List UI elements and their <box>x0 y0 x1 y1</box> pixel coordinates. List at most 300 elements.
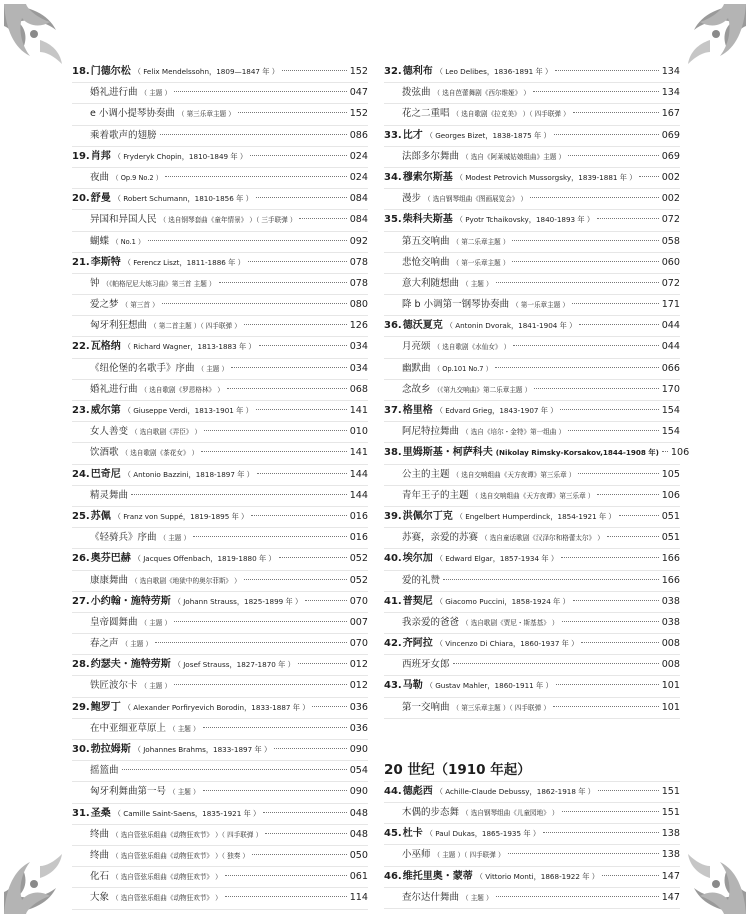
page-number: 069 <box>661 129 680 141</box>
leader-dots <box>203 727 347 728</box>
composer-name: 威尔第 <box>90 405 121 416</box>
corner-ornament-bottom-right-icon <box>670 838 750 918</box>
work-note: （ 选自管弦乐组曲《动物狂欢节》 ）（ 独奏 ） <box>112 851 249 860</box>
leader-dots <box>312 706 346 707</box>
leader-dots <box>131 494 347 495</box>
toc-work-entry[interactable] <box>72 825 368 846</box>
composer-number: 31. <box>72 807 90 819</box>
composer-name: 普契尼 <box>402 595 433 607</box>
leader-dots <box>203 790 347 791</box>
toc-composer-entry[interactable] <box>384 592 680 613</box>
composer-name: 肖邦 <box>90 150 111 162</box>
leader-dots <box>256 197 347 198</box>
page-number: 105 <box>661 468 680 480</box>
leader-dots <box>298 663 347 664</box>
section-heading-20th-century: 20 世纪（1910 年起） <box>384 759 680 782</box>
page-number: 126 <box>349 320 368 332</box>
work-title: 匈牙利舞曲第一号 <box>90 786 167 798</box>
page-number: 052 <box>349 553 368 565</box>
leader-dots <box>555 70 659 71</box>
toc-work-entry[interactable] <box>72 571 368 592</box>
work-title: 钟 <box>90 277 100 289</box>
toc-composer-entry[interactable] <box>384 62 680 83</box>
work-title: 第一交响曲 <box>402 701 450 713</box>
composer-name: 李斯特 <box>90 256 121 268</box>
page-number: 012 <box>349 659 368 671</box>
toc-work-entry[interactable] <box>384 295 680 316</box>
toc-work-entry[interactable] <box>384 486 680 507</box>
work-title: 查尔达什舞曲 <box>402 891 460 903</box>
toc-work-entry[interactable] <box>384 359 680 380</box>
composer-name: 柴科夫斯基 <box>402 214 453 226</box>
composer-dates: （ Paul Dukas，1865-1935 年 ） <box>425 829 541 839</box>
work-title: 匈牙利狂想曲 <box>90 320 148 332</box>
work-note: （ 第二首主题 ）（ 四手联弹 ） <box>150 322 241 331</box>
leader-dots <box>553 706 659 707</box>
toc-composer-entry[interactable] <box>72 147 368 168</box>
toc-composer-entry[interactable] <box>384 126 680 147</box>
toc-work-entry[interactable] <box>72 888 368 909</box>
toc-composer-entry[interactable] <box>72 804 368 825</box>
toc-composer-entry[interactable] <box>72 465 368 486</box>
work-title: 花之二重唱 <box>402 108 450 120</box>
page-number: 051 <box>661 532 680 544</box>
composer-dates: （ Johannes Brahms，1833-1897 年 ） <box>133 745 272 754</box>
work-title: 异国和异国人民 <box>90 214 157 226</box>
toc-work-entry[interactable] <box>72 359 368 380</box>
toc-work-entry[interactable] <box>72 380 368 401</box>
toc-work-entry[interactable] <box>72 422 368 443</box>
leader-dots <box>530 197 659 198</box>
toc-work-entry[interactable] <box>72 528 368 549</box>
work-note: （ 选自管弦乐组曲《动物狂欢节》 ） <box>112 894 222 903</box>
page-number: 016 <box>349 532 368 544</box>
toc-work-entry[interactable] <box>72 316 368 337</box>
toc-work-entry[interactable] <box>72 232 368 253</box>
work-note: （ 选自管弦乐组曲《动物狂欢节》 ） <box>112 873 222 882</box>
work-title: 公主的主题 <box>402 468 450 480</box>
work-note: （ 选自歌剧《茶花女》 ） <box>121 449 199 458</box>
leader-dots <box>579 324 658 325</box>
work-note: （ 主题 ） <box>140 682 172 691</box>
work-title: 铁匠波尔卡 <box>90 680 138 692</box>
composer-dates: （ Giuseppe Verdi，1813-1901 年 ） <box>123 406 253 415</box>
composer-dates: （ Engelbert Humperdinck，1854-1921 年 ） <box>455 511 616 521</box>
composer-name: 舒曼 <box>90 193 111 205</box>
leader-dots <box>250 155 347 156</box>
leader-dots <box>597 494 658 495</box>
page-number: 171 <box>661 299 680 311</box>
composer-name: 齐阿拉 <box>402 638 433 650</box>
toc-composer-entry[interactable] <box>384 634 680 655</box>
page-number: 048 <box>349 807 368 819</box>
toc-work-entry[interactable] <box>384 655 680 676</box>
composer-dates: （ Fryderyk Chopin，1810-1849 年 ） <box>113 151 248 161</box>
toc-work-entry[interactable] <box>72 761 368 782</box>
toc-work-entry[interactable] <box>384 845 680 866</box>
toc-work-entry[interactable] <box>384 337 680 358</box>
work-title: 女人善变 <box>90 426 129 438</box>
composer-number: 20. <box>72 193 90 205</box>
work-note: （ 主题 ） <box>169 788 200 797</box>
work-title: 婚礼进行曲 <box>90 87 138 99</box>
work-note: （ 选自歌剧《贾尼・斯基基》 ） <box>462 618 559 627</box>
work-note: （ 主题 ） <box>462 893 493 902</box>
leader-dots <box>662 451 668 452</box>
page-number: 002 <box>661 193 680 205</box>
composer-number: 23. <box>72 405 90 416</box>
page-number: 069 <box>661 150 680 162</box>
work-note: （ 选自歌剧《拉克美》 ）（ 四手联弹 ） <box>452 110 570 119</box>
toc-composer-entry[interactable] <box>72 337 368 358</box>
page-number: 048 <box>349 828 368 840</box>
composer-number: 46. <box>384 870 402 882</box>
page-number: 170 <box>661 383 680 395</box>
composer-dates: （ Leo Delibes，1836-1891 年 ） <box>435 67 553 76</box>
composer-dates: (Nikolay Rimsky-Korsakov,1844-1908 年) <box>495 448 659 458</box>
toc-work-entry[interactable] <box>384 465 680 486</box>
toc-work-entry[interactable] <box>384 274 680 295</box>
toc-work-entry[interactable] <box>72 486 368 507</box>
leader-dots <box>619 515 659 516</box>
leader-dots <box>597 218 659 219</box>
page-number: 101 <box>661 701 680 713</box>
leader-dots <box>607 536 659 537</box>
leader-dots <box>238 112 347 113</box>
leader-dots <box>219 282 347 283</box>
leader-dots <box>299 218 346 219</box>
toc-work-entry[interactable] <box>72 634 368 655</box>
leader-dots <box>160 134 347 135</box>
page-number: 134 <box>661 87 680 99</box>
work-note: （ 选自歌剧《地狱中的奥尔菲斯》 ） <box>131 576 241 585</box>
page-number: 151 <box>661 785 680 797</box>
page-number: 047 <box>349 87 368 99</box>
leader-dots <box>568 430 659 431</box>
composer-dates: （ Jacques Offenbach，1819-1880 年 ） <box>133 554 276 564</box>
page-number: 061 <box>349 871 368 883</box>
work-note: （ Op.9 No.2 ） <box>112 173 163 182</box>
work-note: （ 选自《培尔・金特》第一组曲 ） <box>462 428 566 437</box>
leader-dots <box>174 91 347 92</box>
page-number: 068 <box>349 383 368 395</box>
work-note: （ 选自《阿莱城姑娘组曲》主题 ） <box>462 152 566 161</box>
work-note: （ 选自钢琴组曲《图画展览会》 ） <box>424 195 528 204</box>
work-note: （ 选自芭蕾舞剧《西尔维娅》 ） <box>433 89 531 98</box>
composer-name: 勃拉姆斯 <box>90 744 131 755</box>
toc-work-entry[interactable] <box>72 83 368 104</box>
composer-name: 门德尔松 <box>90 66 131 77</box>
composer-number: 43. <box>384 680 402 692</box>
composer-dates: （ Richard Wagner，1813-1883 年 ） <box>123 342 256 352</box>
composer-name: 德彪西 <box>402 785 433 797</box>
leader-dots <box>573 600 659 601</box>
leader-dots <box>162 303 347 304</box>
composer-name: 埃尔加 <box>402 553 433 565</box>
composer-dates: （ Edward Elgar，1857-1934 年 ） <box>435 554 559 564</box>
toc-work-entry[interactable] <box>384 104 680 125</box>
page-number: 044 <box>661 320 680 332</box>
page-number: 050 <box>349 849 368 861</box>
work-note: （ 主题 ） <box>169 724 200 733</box>
leader-dots <box>227 388 347 389</box>
page-number: 106 <box>670 447 690 459</box>
toc-work-entry[interactable] <box>72 295 368 316</box>
work-note: （ 主题 ） <box>121 640 153 649</box>
composer-dates: （ Modest Petrovich Mussorgsky，1839-1881 年 ） <box>455 172 637 182</box>
composer-number: 42. <box>384 638 402 650</box>
toc-composer-entry[interactable] <box>72 592 368 613</box>
page-number: 070 <box>349 638 368 650</box>
toc-composer-entry[interactable] <box>72 655 368 676</box>
toc-composer-entry[interactable] <box>384 401 680 422</box>
toc-composer-entry[interactable] <box>384 316 680 337</box>
toc-work-entry[interactable] <box>384 232 680 253</box>
leader-dots <box>257 473 347 474</box>
page-number: 008 <box>661 638 680 650</box>
page-number: 147 <box>661 891 680 903</box>
leader-dots <box>639 176 658 177</box>
leader-dots <box>248 261 347 262</box>
work-note: （ 第三乐章主题 ） <box>177 110 235 119</box>
toc-composer-entry[interactable] <box>72 189 368 210</box>
work-title: 爱之梦 <box>90 299 119 311</box>
leader-dots <box>598 790 659 791</box>
page-number: 092 <box>349 235 368 247</box>
composer-number: 36. <box>384 320 402 332</box>
leader-dots <box>244 579 347 580</box>
toc-composer-entry[interactable] <box>384 867 680 888</box>
work-note: （ 主题 ） <box>140 618 172 627</box>
leader-dots <box>554 134 659 135</box>
toc-work-entry[interactable] <box>72 613 368 634</box>
composer-name: 格里格 <box>402 405 433 416</box>
work-title: 爱的礼赞 <box>402 574 441 586</box>
work-note: （ 第一乐章主题 ） <box>452 258 510 267</box>
page-number: 034 <box>349 341 368 353</box>
leader-dots <box>581 642 658 643</box>
page-number: 144 <box>349 468 368 480</box>
composer-number: 39. <box>384 510 402 522</box>
page-number: 072 <box>661 277 680 289</box>
composer-number: 45. <box>384 828 402 840</box>
work-title: 西班牙女郎 <box>402 659 450 671</box>
work-title: 摇篮曲 <box>90 765 119 777</box>
toc-work-entry[interactable] <box>72 443 368 464</box>
leader-dots <box>578 473 658 474</box>
work-title: 月亮颂 <box>402 341 431 353</box>
composer-name: 德沃夏克 <box>402 320 443 332</box>
composer-number: 21. <box>72 256 90 268</box>
toc-composer-entry[interactable] <box>72 740 368 761</box>
work-title: 康康舞曲 <box>90 574 129 586</box>
toc-composer-entry[interactable] <box>384 782 680 803</box>
toc-work-entry[interactable] <box>384 571 680 592</box>
leader-dots <box>165 176 346 177</box>
composer-name: 苏佩 <box>90 510 111 522</box>
composer-name: 里姆斯基・柯萨科夫 <box>402 447 493 459</box>
composer-number: 27. <box>72 595 90 607</box>
composer-dates: （ Robert Schumann，1810-1856 年 ） <box>113 194 253 204</box>
leader-dots <box>265 833 347 834</box>
leader-dots <box>495 367 658 368</box>
page-number: 008 <box>661 659 680 671</box>
toc-composer-entry[interactable] <box>384 507 680 528</box>
work-note: （ Op.101 No.7 ） <box>433 364 493 373</box>
composer-dates: （ Vincenzo Di Chiara，1860-1937 年 ） <box>435 639 579 649</box>
toc-work-entry[interactable] <box>384 528 680 549</box>
work-note: （ 主题 ） <box>140 89 172 98</box>
toc-work-entry[interactable] <box>72 846 368 867</box>
page-number: 154 <box>661 405 680 416</box>
toc-work-entry[interactable] <box>72 782 368 803</box>
work-title: 春之声 <box>90 638 119 650</box>
toc-work-entry[interactable] <box>72 210 368 231</box>
toc-work-entry[interactable] <box>384 803 680 824</box>
leader-dots <box>453 663 659 664</box>
toc-work-entry[interactable] <box>384 380 680 401</box>
composer-dates: （ Antonio Bazzini，1818-1897 年 ） <box>123 469 254 479</box>
work-note: （ 选自歌剧《水仙女》 ） <box>433 343 511 352</box>
page-number: 152 <box>349 66 368 77</box>
composer-dates: （ Georges Bizet，1838-1875 年 ） <box>425 130 551 140</box>
leader-dots <box>573 112 659 113</box>
page-number: 138 <box>661 828 680 840</box>
leader-dots <box>251 515 346 516</box>
toc-composer-entry[interactable] <box>72 62 368 83</box>
page-number: 058 <box>661 235 680 247</box>
toc-work-entry[interactable] <box>72 676 368 697</box>
toc-composer-entry[interactable] <box>72 253 368 274</box>
leader-dots <box>533 91 659 92</box>
work-title: 精灵舞曲 <box>90 489 129 501</box>
page-number: 090 <box>349 786 368 798</box>
leader-dots <box>534 388 658 389</box>
toc-work-entry[interactable] <box>72 126 368 147</box>
section-gap <box>384 719 680 759</box>
leader-dots <box>305 600 347 601</box>
composer-number: 19. <box>72 150 90 162</box>
leader-dots <box>443 579 659 580</box>
work-title: 拨弦曲 <box>402 87 431 99</box>
toc-work-entry[interactable] <box>72 719 368 740</box>
toc-work-entry[interactable] <box>72 867 368 888</box>
composer-number: 30. <box>72 744 90 755</box>
work-note: （ 第一乐章主题 ） <box>512 301 570 310</box>
page-number: 034 <box>349 362 368 374</box>
page-number: 016 <box>349 510 368 522</box>
work-note: （ 选自管弦乐组曲《动物狂欢节》 ）（ 四手联弹 ） <box>112 830 263 839</box>
toc-composer-entry[interactable] <box>72 698 368 719</box>
toc-composer-entry[interactable] <box>384 168 680 189</box>
leader-dots <box>263 812 346 813</box>
page-number: 038 <box>661 595 680 607</box>
page-number: 167 <box>661 108 680 120</box>
work-title: 在中亚细亚草原上 <box>90 722 167 734</box>
toc-work-entry[interactable] <box>384 613 680 634</box>
page-number: 052 <box>349 574 368 586</box>
leader-dots <box>512 240 658 241</box>
work-title: 小巫师 <box>402 849 431 861</box>
work-title: 夜曲 <box>90 171 110 183</box>
composer-dates: （ Edvard Grieg，1843-1907 年 ） <box>435 406 558 415</box>
toc-work-entry[interactable] <box>72 168 368 189</box>
toc-work-entry[interactable] <box>384 253 680 274</box>
toc-composer-entry[interactable] <box>384 824 680 845</box>
page-number: 086 <box>349 129 368 141</box>
leader-dots <box>225 896 347 897</box>
toc-work-entry[interactable] <box>384 422 680 443</box>
toc-work-entry[interactable] <box>72 274 368 295</box>
composer-dates: （ Josef Strauss，1827-1870 年 ） <box>173 660 295 670</box>
composer-number: 24. <box>72 468 90 480</box>
toc-composer-entry[interactable] <box>72 507 368 528</box>
composer-dates: （ Antonin Dvorak，1841-1904 年 ） <box>445 321 577 331</box>
composer-dates: （ Felix Mendelssohn，1809—1847 年 ） <box>133 67 279 76</box>
toc-work-entry[interactable] <box>72 104 368 125</box>
page-number: 024 <box>349 171 368 183</box>
leader-dots <box>231 367 347 368</box>
toc-composer-entry[interactable] <box>72 549 368 570</box>
composer-dates: （ Ferencz Liszt，1811-1886 年 ） <box>123 257 245 267</box>
composer-name: 维托里奥・蒙蒂 <box>402 870 473 882</box>
work-note: （ 选自童话歌剧《汉泽尔和格蕾太尔》 ） <box>481 534 604 543</box>
composer-dates: （ Achille-Claude Debussy，1862-1918 年 ） <box>435 786 595 796</box>
leader-dots <box>274 748 347 749</box>
work-note: （ 主题 ） <box>462 279 493 288</box>
composer-number: 26. <box>72 553 90 565</box>
work-note: （ 主题 ） <box>159 534 191 543</box>
page-number: 101 <box>661 680 680 692</box>
composer-number: 18. <box>72 66 90 77</box>
corner-ornament-top-left-icon <box>0 0 80 80</box>
page-number: 060 <box>661 256 680 268</box>
toc-work-entry[interactable] <box>384 888 680 909</box>
page-number: 010 <box>349 426 368 438</box>
toc-work-entry[interactable] <box>384 147 680 168</box>
work-note: （《帕格尼尼大练习曲》第三首 主题 ） <box>102 279 216 288</box>
leader-dots <box>122 769 347 770</box>
composer-number: 35. <box>384 214 402 226</box>
toc-composer-entry[interactable] <box>384 549 680 570</box>
toc-composer-entry[interactable] <box>384 210 680 231</box>
work-title: 幽默曲 <box>402 362 431 374</box>
leader-dots <box>193 536 347 537</box>
toc-composer-entry[interactable] <box>384 676 680 697</box>
work-title: 法郎多尔舞曲 <box>402 150 460 162</box>
toc-composer-entry[interactable] <box>384 443 690 464</box>
page-number: 138 <box>661 849 680 861</box>
toc-work-entry[interactable] <box>384 83 680 104</box>
composer-name: 圣桑 <box>90 807 111 819</box>
page-number: 080 <box>349 299 368 311</box>
work-note: （ 选自钢琴组曲《儿童园地》 ） <box>462 809 559 817</box>
toc-composer-entry[interactable] <box>72 401 368 422</box>
composer-number: 25. <box>72 510 90 522</box>
work-title: e 小调小提琴协奏曲 <box>90 108 175 120</box>
work-note: （ 第三首 ） <box>121 301 159 310</box>
page-number: 038 <box>661 616 680 628</box>
work-title: 《纽伦堡的名歌手》序曲 <box>90 362 195 374</box>
leader-dots <box>201 451 346 452</box>
page-number: 036 <box>349 722 368 734</box>
work-title: 《轻骑兵》序曲 <box>90 532 157 544</box>
toc-work-entry[interactable] <box>384 189 680 210</box>
page-number: 151 <box>661 807 680 818</box>
leader-dots <box>155 642 347 643</box>
work-note: （ 选自交响组曲《天方夜谭》第三乐章 ） <box>471 491 595 500</box>
toc-work-entry[interactable] <box>384 698 680 719</box>
